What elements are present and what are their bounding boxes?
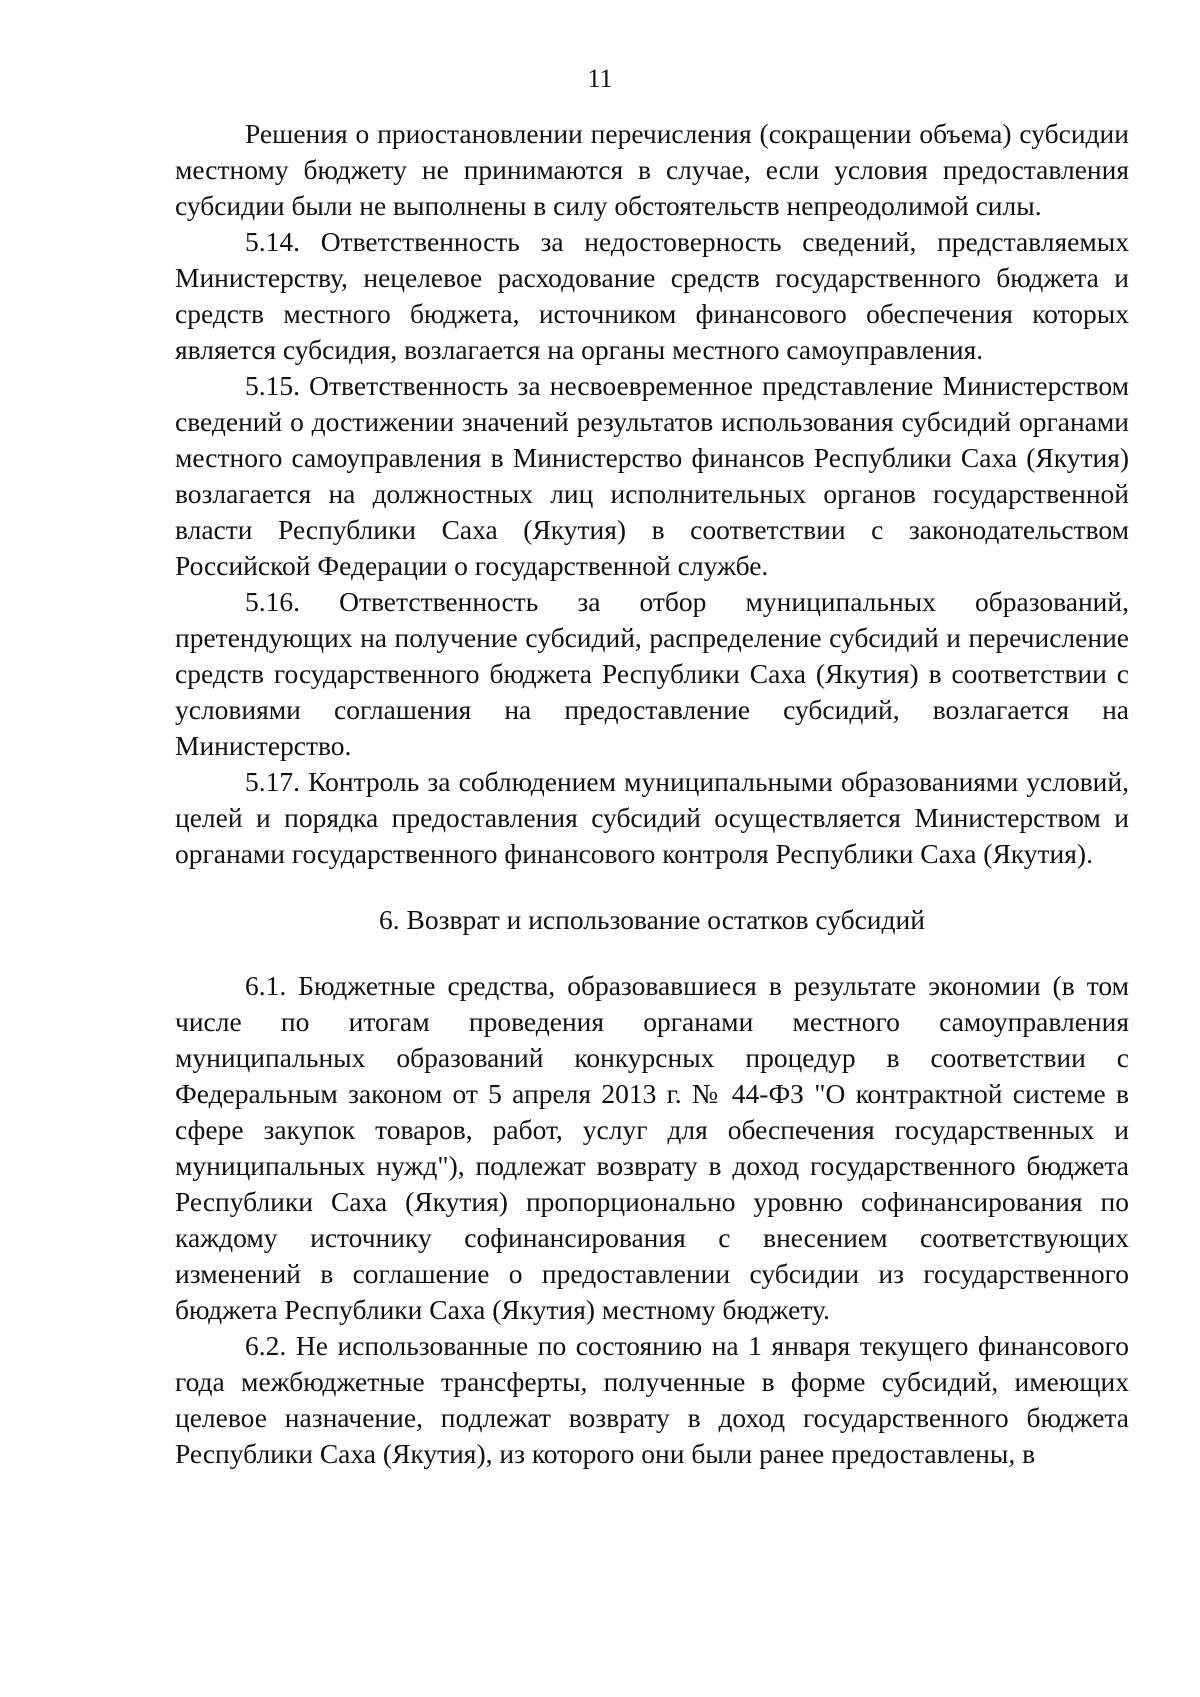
page-number: 11	[587, 64, 613, 93]
paragraph-6-1: 6.1. Бюджетные средства, образовавшиеся в результате экономии (в том числе по итогам проведения органами местного самоуправления муниципальных образований конкурсных процедур в соответствии с Федеральным законом от 5 апреля 2013 г. № 44-ФЗ "О контрактной системе в сфере закупок товаров, работ, услуг для обеспечения государственных и муниципальных нужд"), подлежат возврату в доход государственного бюджета Республики Саха (Якутия) пропорционально уровню софинансирования по каждому источнику софинансирования с внесением соответствующих изменений в соглашение о предоставлении субсидии из государственного бюджета Республики Саха (Якутия) местному бюджету.	[175, 970, 1129, 1325]
paragraph-5-14: 5.14. Ответственность за недостоверность сведений, представляемых Министерству, нецелевое расходование средств государственного бюджета и средств местного бюджета, источником финансового обеспечения которых является субсидия, возлагается на органы местного самоуправления.	[175, 226, 1129, 365]
paragraph-suspension-decisions: Решения о приостановлении перечисления (сокращении объема) субсидии местному бюджету не принимаются в случае, если условия предоставления субсидии были не выполнены в силу обстоятельств непреодолимой силы.	[175, 118, 1129, 221]
section-heading: 6. Возврат и использование остатков субсидий	[379, 904, 925, 935]
paragraph-5-17: 5.17. Контроль за соблюдением муниципальными образованиями условий, целей и порядка предоставления субсидий осуществляется Министерством и органами государственного финансового контроля Республики Саха (Якутия).	[175, 766, 1129, 869]
paragraph-5-16: 5.16. Ответственность за отбор муниципальных образований, претендующих на получение субсидий, распределение субсидий и перечисление средств государственного бюджета Республики Саха (Якутия) в соответствии с условиями соглашения на предоставление субсидий, возлагается на Министерство.	[175, 586, 1129, 761]
paragraph-5-15: 5.15. Ответственность за несвоевременное представление Министерством сведений о достижении значений результатов использования субсидий органами местного самоуправления в Министерство финансов Республики Саха (Якутия) возлагается на должностных лиц исполнительных органов государственной власти Республики Саха (Якутия) в соответствии с законодательством Российской Федерации о государственной службе.	[175, 370, 1129, 581]
document-body	[175, 116, 1129, 1472]
paragraph-6-2: 6.2. Не использованные по состоянию на 1 января текущего финансового года межбюджетные трансферты, полученные в форме субсидий, имеющих целевое назначение, подлежат возврату в доход государственного бюджета Республики Саха (Якутия), из которого они были ранее предоставлены, в	[175, 1330, 1129, 1469]
